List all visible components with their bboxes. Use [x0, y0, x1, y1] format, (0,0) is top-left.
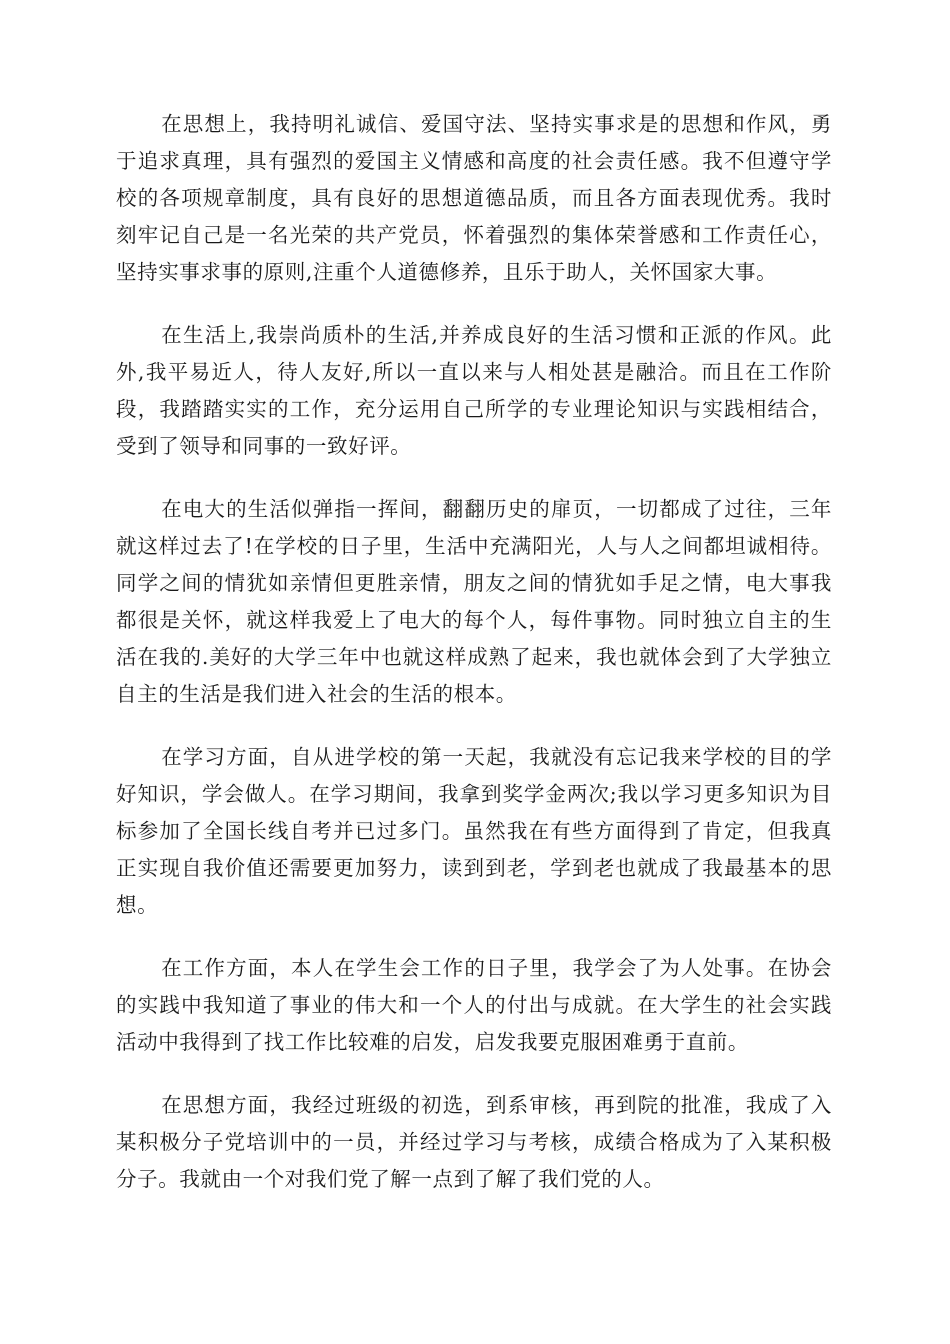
- paragraph-party: 在思想方面，我经过班级的初选，到系审核，再到院的批准，我成了入某积极分子党培训中的一员，并经过学习与考核，成绩合格成为了入某积极分子。我就由一个对我们党了解一点到了解了我们党的人。: [116, 1093, 832, 1191]
- paragraph-university-life: 在电大的生活似弹指一挥间，翻翻历史的扉页，一切都成了过往，三年就这样过去了!在学校的日子里，生活中充满阳光，人与人之间都坦诚相待。同学之间的情犹如亲情但更胜亲情，朋友之间的情犹如手足之情，电大事我都很是关怀，就这样我爱上了电大的每个人，每件事物。同时独立自主的生活在我的.美好的大学三年中也就这样成熟了起来，我也就体会到了大学独立自主的生活是我们进入社会的生活的根本。: [116, 497, 832, 706]
- paragraph-work: 在工作方面，本人在学生会工作的日子里，我学会了为人处事。在协会的实践中我知道了事业的伟大和一个人的付出与成就。在大学生的社会实践活动中我得到了找工作比较难的启发，启发我要克服困难勇于直前。: [116, 956, 832, 1054]
- document-body: [116, 106, 832, 1224]
- paragraph-life: 在生活上,我崇尚质朴的生活,并养成良好的生活习惯和正派的作风。此外,我平易近人，待人友好,所以一直以来与人相处甚是融洽。而且在工作阶段，我踏踏实实的工作，充分运用自己所学的专业理论知识与实践相结合，受到了领导和同事的一致好评。: [116, 323, 832, 458]
- paragraph-ideology: 在思想上，我持明礼诚信、爱国守法、坚持实事求是的思想和作风，勇于追求真理，具有强烈的爱国主义情感和高度的社会责任感。我不但遵守学校的各项规章制度，具有良好的思想道德品质，而且各方面表现优秀。我时刻牢记自己是一名光荣的共产党员，怀着强烈的集体荣誉感和工作责任心，坚持实事求事的原则,注重个人道德修养，且乐于助人，关怀国家大事。: [116, 112, 832, 284]
- paragraph-study: 在学习方面，自从进学校的第一天起，我就没有忘记我来学校的目的学好知识，学会做人。在学习期间，我拿到奖学金两次;我以学习更多知识为目标参加了全国长线自考并已过多门。虽然我在有些方面得到了肯定，但我真正实现自我价值还需要更加努力，读到到老，学到老也就成了我最基本的思想。: [116, 745, 832, 917]
